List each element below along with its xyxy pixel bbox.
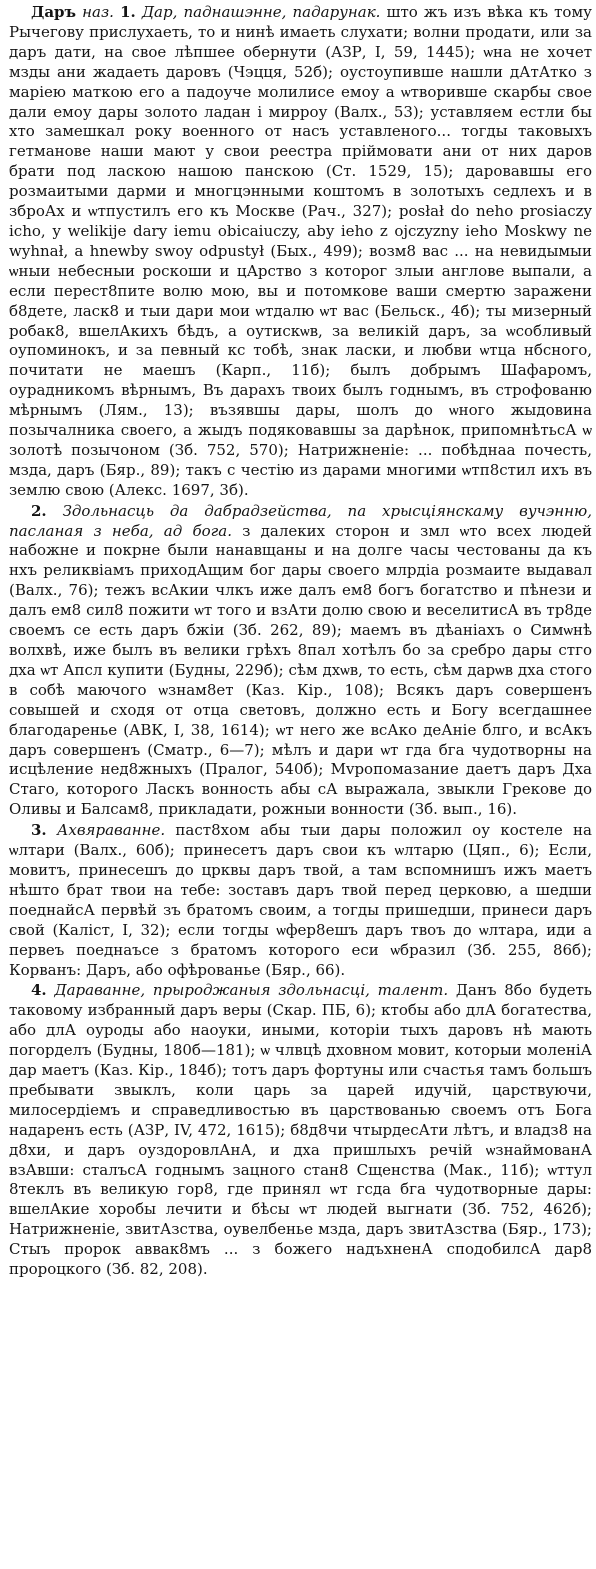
- sense-number: 2.: [31, 501, 47, 520]
- sense-number: 4.: [31, 981, 47, 1000]
- sense-gloss: Дараванне, прыроджаныя здольнасці, талент.: [54, 981, 449, 1000]
- sense-4: [9, 981, 592, 1280]
- sense-gloss: Здольнасць да дабрадзейства, па хрысціянскаму вучэнню, пасланая з неба, ад бога.: [9, 501, 592, 540]
- sense-citations: што жъ изъ вѣка къ тому Рычегову прислухаеть, то и нинѣ имаеть слухати; волни продати, или за даръ дати, на свое лѣпшее обернути (АЗР, I, 59, 1445); ѡна не хочет мзды ани жадаеть даровъ (Чэцця, 52б); оустоупивше нашли дАтАтко з маріею маткою его а падоуче молилисе емоу а ѡтворивше скарбы свое дали емоу дары золото ладан і мирроу (Валх., 53); уставляем естли бы хто замешкал року военного от насъ уставленого... тогды таковыхъ гетманове наши мают у свои реестра пріймовати ани от них даров брати под ласкою нашою панскою (Ст. 1529, 15); даровавшы его розмаитыми дарми и многцэнными коштомъ в золотыхъ седлехъ и в зброАх и ѡтпустилъ его къ Москве (Рач., 327); posłał do neho prosiaczy icho, у welikije dary iemu obicaiuczy, aby ieho z ojczyzny ieho Moskwy ne wyhnał, a hnewby swoy odpustył (Бых., 499); возм8 вас ... на невидымыи ѡныи небесныи роскоши и цАрство з которог злыи англове выпали, а если перест8пите волю мою, вы и потомкове ваши смертю заражени б8дете, ласк8 и тыи дари мои ѡтдалю ѡт вас (Бельск., 4б); ты мизерный робак8, вшелАкихъ бѣдъ, а оутискѡв, за великій даръ, за ѡсобливый оупоминокъ, и за певный кс тобѣ, знак ласки, и любви ѡтца нбсного, почитати не маешъ (Карп., 11б); былъ добрымъ Шафаромъ, оурадникомъ вѣрнымъ, Въ дарахъ твоих былъ годнымъ, въ строфованю мѣрнымъ (Лям., 13); възявшы дары, шолъ до ѡного жыдовина позычалника своего, а жыдъ подяковавшы за дарѣнок, припомнѣтьсА ѡ золотѣ позычоном (Зб. 752, 570); Натрижненіе: ... побѣднаа почесть, мзда, даръ (Бяр., 89); такъ с честію из дарами многими ѡтп8стил ихъ въ землю свою (Алекс. 1697, 3б).: [9, 3, 592, 499]
- sense-gloss: Ахвяраванне.: [57, 821, 166, 840]
- dictionary-entry: [9, 3, 592, 1280]
- sense-3: [9, 821, 592, 980]
- sense-2: [9, 502, 592, 821]
- sense-number: 3.: [31, 821, 47, 840]
- sense-citations: Данъ 8бо будеть таковому избранный даръ веры (Скар. ПБ, 6); ктобы або длА богатества, або длА оуроды або наоуки, иными, которіи тыхъ даровъ нѣ мають погорделъ (Будны, 180б—181); ѡ члвцѣ дховном мовит, которыи моленіА дар маетъ (Каз. Кір., 184б); тотъ даръ фортуны или счастья тамъ большъ пребывати звыклъ, коли царь за царей идучій, царствуючи, милосердіемъ и справедливостью въ царствованью своемъ отъ Бога надаренъ есть (АЗР, IV, 472, 1615); б8д8чи чтырдесАти лѣтъ, и владз8 на д8хи, и даръ оуздоровлАнА, и дха пришлыхъ речій ѡзнаймованА взАвши: сталъсА годнымъ зацного стан8 Сщенства (Мак., 11б); ѡттул 8теклъ въ великую гор8, где принял ѡт гсда бга чудотворные дары: вшелАкие хоробы лечити и бѣсы ѡт людей выгнати (Зб. 752, 462б); Натрижненіе, звитАзства, оувелбенье мзда, даръ звитАзства (Бяр., 173); Стыъ пророк аввак8мъ ... з божего надъхненА сподобилсА дар8 пророцкого (Зб. 82, 208).: [9, 981, 592, 1279]
- part-of-speech-label: наз.: [82, 3, 114, 21]
- sense-1: [9, 3, 592, 501]
- sense-citations: паст8хом абы тыи дары положил оу костеле на ѡлтари (Валх., 60б); принесетъ даръ свои къ ѡлтарю (Цяп., 6); Если, мовитъ, принесешъ до црквы даръ твой, а там вспомнишъ ижъ маетъ нѣшто брат твои на тебе: зоставъ даръ твой перед церковю, а шедши поеднайсА первѣй зъ братомъ своим, а тогды пришедши, принеси даръ свой (Каліст, I, 32); если тогды ѡфер8ешъ даръ твоъ до ѡлтара, иди а первеъ поеднаъсе з братомъ которого еси ѡбразил (Зб. 255, 86б); Корванъ: Даръ, або офѣрованье (Бяр., 66).: [9, 821, 592, 979]
- headword: Даръ: [31, 3, 77, 21]
- sense-citations: з далеких сторон и змл ѡто всех людей набожне и покрне были нанавщаны и на долге часы честованы да къ нхъ реликвіамъ приходАщим бог дары своего млрдіа розмаите выдавал (Валх., 76); тежъ всАкии члкъ иже далъ ем8 богъ богатство и пѣнези и далъ ем8 сил8 пожити ѡт того и взАти долю свою и веселитисА въ тр8де своемъ се есть даръ бжіи (Зб. 262, 89); маемъ въ дѣаніахъ о Симѡнѣ волхвѣ, иже былъ въ велики грѣхъ 8пал хотѣлъ бо за сребро дары стго дха ѡт Апсл купити (Будны, 229б); сѣм дхѡв, то есть, сѣм дарѡв дха стого в собѣ маючого ѡзнам8ет (Каз. Кір., 108); Всякъ даръ совершенъ совышей и сходя от отца световъ, должно есть и Богу всегдашнее благодаренье (АВК, I, 38, 1614); ѡт него же всАко деАніе блго, и всАкъ даръ совершенъ (Сматр., 6—7); мѣлъ и дари ѡт гда бга чудотворны на исцѣление нед8жныхъ (Пралог, 540б); Мvропомазание даетъ даръ Дха Стаго, которого Ласкъ вонность абы сА выражала, звыкли Грекове до Оливы и Балсам8, прикладати, рожныи вонности (Зб. вып., 16).: [9, 521, 593, 819]
- sense-number: 1.: [120, 3, 136, 21]
- sense-gloss: Дар, паднашэнне, падарунак.: [141, 3, 381, 21]
